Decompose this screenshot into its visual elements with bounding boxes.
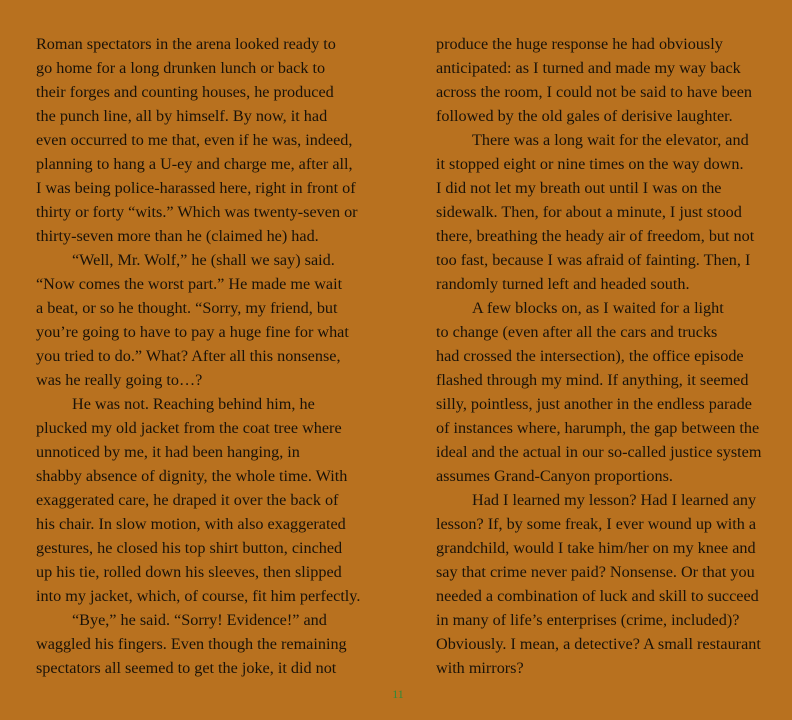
left-page-text xyxy=(36,32,366,680)
text-line: had crossed the intersection), the office episode xyxy=(436,347,744,365)
text-line: “Well, Mr. Wolf,” he (shall we say) said. xyxy=(72,251,335,269)
text-line: A few blocks on, as I waited for a light xyxy=(472,299,724,317)
text-line: plucked my old jacket from the coat tree where xyxy=(36,419,342,437)
text-line: “Bye,” he said. “Sorry! Evidence!” and xyxy=(72,611,327,629)
text-line: I was being police-harassed here, right in front of xyxy=(36,179,356,197)
text-line: was he really going to…? xyxy=(36,371,203,389)
text-line: unnoticed by me, it had been hanging, in xyxy=(36,443,300,461)
text-line: up his tie, rolled down his sleeves, then slipped xyxy=(36,563,342,581)
text-line: even occurred to me that, even if he was, indeed, xyxy=(36,131,353,149)
text-line: to change (even after all the cars and trucks xyxy=(436,323,718,341)
text-line: I did not let my breath out until I was on the xyxy=(436,179,722,197)
text-line: needed a combination of luck and skill to succeed xyxy=(436,587,759,605)
text-line: flashed through my mind. If anything, it seemed xyxy=(436,371,749,389)
text-line: the punch line, all by himself. By now, it had xyxy=(36,107,328,125)
text-line: you tried to do.” What? After all this nonsense, xyxy=(36,347,341,365)
text-line: followed by the old gales of derisive laughter. xyxy=(436,107,733,125)
text-line: lesson? If, by some freak, I ever wound up with a xyxy=(436,515,757,533)
text-line: there, breathing the heady air of freedom, but not xyxy=(436,227,755,245)
text-line: in many of life’s enterprises (crime, included)? xyxy=(436,611,740,629)
text-line: shabby absence of dignity, the whole time. With xyxy=(36,467,348,485)
text-line: with mirrors? xyxy=(436,659,524,677)
text-line: of instances where, harumph, the gap between the xyxy=(436,419,760,437)
text-line: gestures, he closed his top shirt button, cinched xyxy=(36,539,343,557)
text-line: it stopped eight or nine times on the way down. xyxy=(436,155,744,173)
text-line: go home for a long drunken lunch or back to xyxy=(36,59,326,77)
text-line: There was a long wait for the elevator, and xyxy=(472,131,749,149)
text-line: his chair. In slow motion, with also exaggerated xyxy=(36,515,346,533)
text-line: assumes Grand-Canyon proportions. xyxy=(436,467,673,485)
text-line: grandchild, would I take him/her on my knee and xyxy=(436,539,756,557)
text-line: randomly turned left and headed south. xyxy=(436,275,690,293)
text-line: exaggerated care, he draped it over the back of xyxy=(36,491,339,509)
text-line: ideal and the actual in our so-called justice system xyxy=(436,443,762,461)
text-line: sidewalk. Then, for about a minute, I just stood xyxy=(436,203,742,221)
text-line: produce the huge response he had obviously xyxy=(436,35,723,53)
text-line: thirty or forty “wits.” Which was twenty-seven or xyxy=(36,203,358,221)
text-line: a beat, or so he thought. “Sorry, my friend, but xyxy=(36,299,338,317)
text-line: anticipated: as I turned and made my way back xyxy=(436,59,741,77)
text-line: Obviously. I mean, a detective? A small restaurant xyxy=(436,635,761,653)
text-line: too fast, because I was afraid of fainting. Then, I xyxy=(436,251,751,269)
text-line: Had I learned my lesson? Had I learned any xyxy=(472,491,757,509)
text-line: into my jacket, which, of course, fit him perfectly. xyxy=(36,587,361,605)
text-line: silly, pointless, just another in the endless parade xyxy=(436,395,752,413)
right-page-text xyxy=(436,32,766,680)
text-line: thirty-seven more than he (claimed he) had. xyxy=(36,227,319,245)
text-line: He was not. Reaching behind him, he xyxy=(72,395,315,413)
text-line: “Now comes the worst part.” He made me wait xyxy=(36,275,343,293)
text-line: spectators all seemed to get the joke, it did not xyxy=(36,659,337,677)
text-line: say that crime never paid? Nonsense. Or that you xyxy=(436,563,755,581)
text-line: across the room, I could not be said to have been xyxy=(436,83,753,101)
page-number: 11 xyxy=(392,687,404,701)
text-line: planning to hang a U-ey and charge me, after all, xyxy=(36,155,353,173)
text-line: you’re going to have to pay a huge fine for what xyxy=(36,323,349,341)
text-line: their forges and counting houses, he produced xyxy=(36,83,334,101)
text-line: Roman spectators in the arena looked ready to xyxy=(36,35,336,53)
text-line: waggled his fingers. Even though the remaining xyxy=(36,635,347,653)
